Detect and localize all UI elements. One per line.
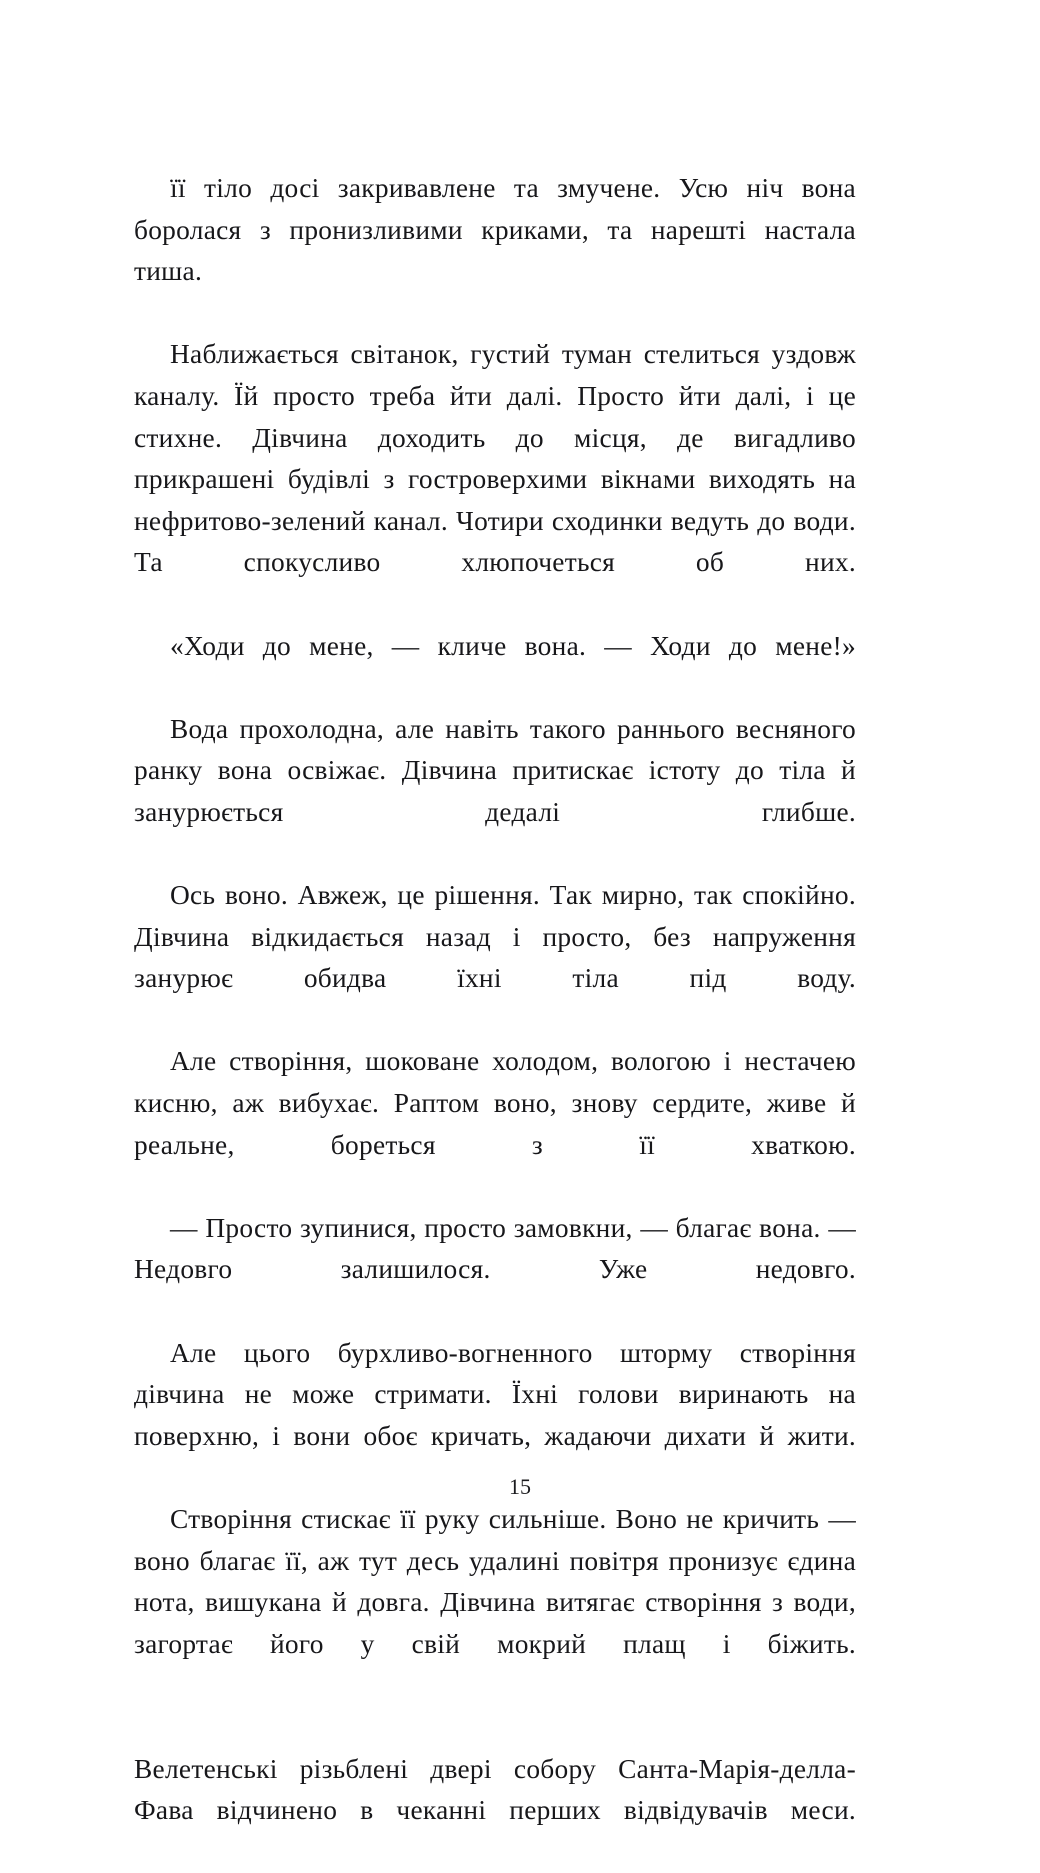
paragraph-dialogue: «Ходи до мене, — кличе вона. — Ходи до мене!» bbox=[170, 630, 856, 661]
paragraph-section-opening: Велетенські різьблені двері собору Санта-Марія-делла-Фава відчинено в чеканні перших відвідувачів меси. bbox=[134, 1753, 856, 1826]
section-break bbox=[134, 1707, 856, 1749]
paragraph: Створіння стискає її руку сильніше. Воно не кричить — воно благає її, аж тут десь удалині повітря пронизує єдина нота, вишукана й довга. Дівчина витягає створіння з води, загортає його у свій мокрий плащ і біжить. bbox=[134, 1504, 856, 1659]
paragraph: Але створіння, шоковане холодом, вологою і нестачею кисню, аж вибухає. Раптом воно, знову сердите, живе й реальне, бореться з її хваткою. bbox=[134, 1046, 856, 1160]
paragraph: Але цього бурхливо-вогненного шторму створіння дівчина не може стримати. Їхні голови виринають на поверхню, і вони обоє кричать, жадаючи дихати й жити. bbox=[134, 1337, 856, 1451]
paragraph: Ось воно. Авжеж, це рішення. Так мирно, так спокійно. Дівчина відкидається назад і просто, без напруження занурює обидва їхні тіла під воду. bbox=[134, 880, 856, 994]
paragraph-dialogue: — Просто зупинися, просто замовкни, — благає вона. — Недовго залишилося. Уже недовго. bbox=[134, 1212, 856, 1285]
paragraph: її тіло досі закривавлене та змучене. Усю ніч вона боролася з пронизливими криками, та нарешті настала тиша. bbox=[134, 173, 856, 287]
paragraph: Вода прохолодна, але навіть такого раннього весняного ранку вона освіжає. Дівчина притискає істоту до тіла й занурюється дедалі глибше. bbox=[134, 713, 856, 827]
paragraph: Наближається світанок, густий туман стелиться уздовж каналу. Їй просто треба йти далі. Просто йти далі, і це стихне. Дівчина доходить до місця, де вигадливо прикрашені будівлі з гостроверхими вікнами виходять на нефритово-зелений канал. Чотири сходинки ведуть до води. Та спокусливо хлюпочеться об них. bbox=[134, 339, 856, 578]
text-column bbox=[134, 168, 856, 1873]
page-number: 15 bbox=[509, 1474, 531, 1499]
